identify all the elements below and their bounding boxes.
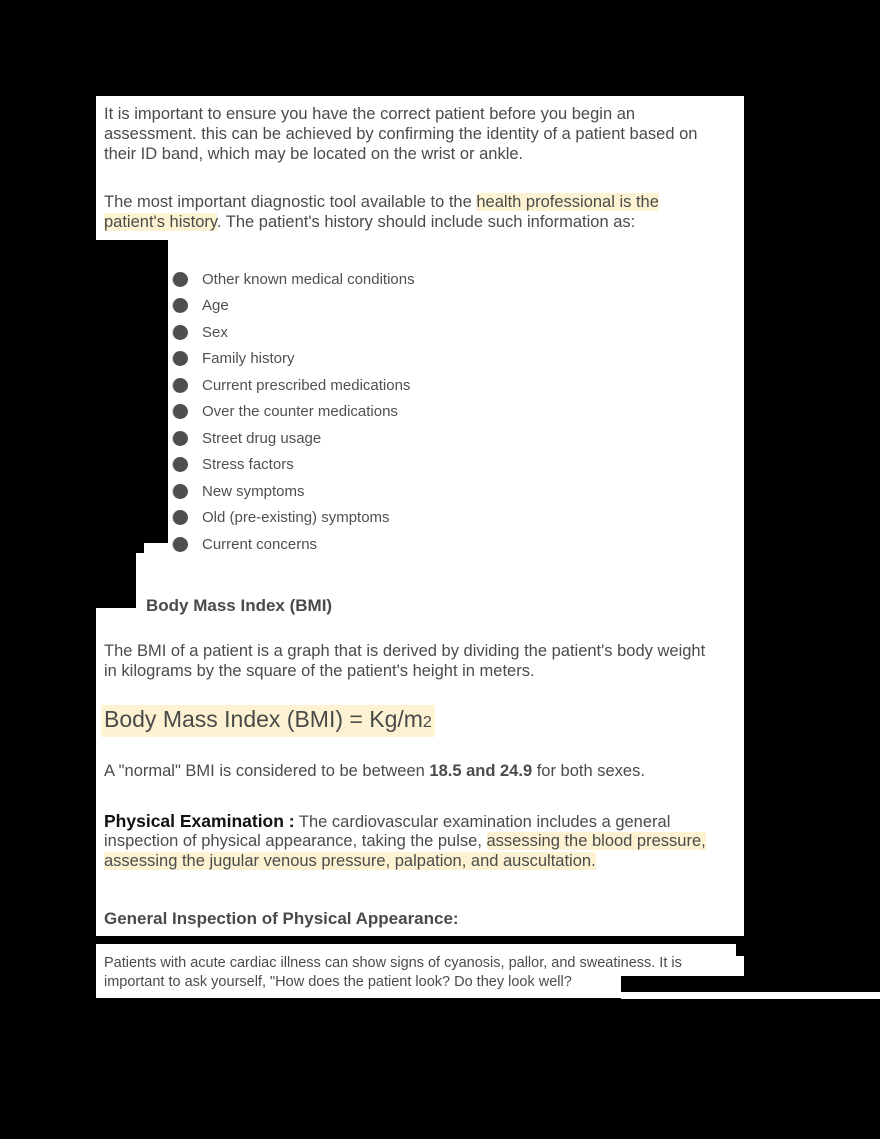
bullet-icon	[172, 537, 188, 552]
list-item-label: Sex	[202, 323, 228, 341]
bullet-icon	[172, 431, 188, 446]
physical-exam-highlight: assessing the blood pressure,	[486, 832, 706, 850]
physical-exam-text: The cardiovascular examination includes a general	[294, 813, 671, 831]
list-item-label: Other known medical conditions	[202, 270, 415, 288]
list-item-label: Stress factors	[202, 456, 294, 474]
history-text-2: . The patient's history should include such information as:	[216, 213, 636, 231]
list-item	[168, 266, 415, 293]
bullet-icon	[172, 378, 188, 393]
list-item	[168, 425, 415, 452]
physical-exam-line-2	[104, 831, 706, 851]
intro-line-3: their ID band, which may be located on the wrist or ankle.	[104, 145, 524, 163]
list-item-label: Family history	[202, 350, 295, 368]
bmi-heading: Body Mass Index (BMI)	[146, 596, 333, 615]
bmi-line-1: The BMI of a patient is a graph that is derived by dividing the patient's body weight	[104, 642, 706, 660]
inspection-line-1: Patients with acute cardiac illness can show signs of cyanosis, pallor, and sweatiness. It is	[104, 955, 682, 971]
history-line-2	[104, 212, 635, 232]
list-item	[168, 346, 415, 373]
list-item-label: Current concerns	[202, 535, 318, 553]
bullet-icon	[172, 484, 188, 499]
bullet-icon	[172, 351, 188, 366]
history-line-1	[104, 192, 659, 212]
bullet-icon	[172, 298, 188, 313]
history-text: The most important diagnostic tool available to the	[104, 193, 477, 211]
physical-exam-label: Physical Examination :	[104, 811, 295, 831]
inspection-line-2: important to ask yourself, "How does the patient look? Do they look well?	[104, 974, 572, 990]
list-item	[168, 478, 415, 505]
bmi-formula-text: Body Mass Index (BMI) = Kg/m	[104, 706, 423, 732]
intro-line-2: assessment. this can be achieved by confirming the identity of a patient based on	[104, 125, 698, 143]
list-item-label: Over the counter medications	[202, 403, 398, 421]
list-item	[168, 399, 415, 426]
bullet-icon	[172, 457, 188, 472]
list-item	[168, 372, 415, 399]
history-highlight: health professional is the	[476, 193, 659, 211]
physical-exam-line-1	[104, 811, 670, 832]
bullet-icon	[172, 272, 188, 287]
list-item	[168, 452, 415, 479]
list-item-label: Current prescribed medications	[202, 376, 411, 394]
bmi-formula-exponent: 2	[422, 714, 432, 731]
list-item	[168, 319, 415, 346]
bmi-formula	[101, 705, 435, 737]
normal-bmi-line	[104, 761, 645, 781]
intro-line-1: It is important to ensure you have the correct patient before you begin an	[104, 105, 636, 123]
bullet-icon	[172, 510, 188, 525]
physical-exam-line-3	[104, 851, 596, 871]
physical-exam-highlight-2: assessing the jugular venous pressure, palpation, and auscultation.	[104, 852, 596, 870]
bullet-icon	[172, 325, 188, 340]
list-item-label: New symptoms	[202, 482, 305, 500]
page-strip	[621, 992, 880, 999]
normal-bmi-suffix: for both sexes.	[532, 762, 645, 780]
list-item	[168, 505, 415, 532]
list-item-label: Old (pre-existing) symptoms	[202, 509, 390, 527]
bullet-icon	[172, 404, 188, 419]
history-highlight-2: patient's history	[104, 213, 217, 231]
physical-exam-text-2: inspection of physical appearance, taking the pulse,	[104, 832, 487, 850]
list-item-label: Street drug usage	[202, 429, 322, 447]
list-item	[168, 531, 415, 558]
normal-bmi-prefix: A "normal" BMI is considered to be between	[104, 762, 430, 780]
normal-bmi-range: 18.5 and 24.9	[429, 762, 533, 780]
list-item-label: Age	[202, 297, 229, 315]
list-item	[168, 293, 415, 320]
bmi-line-2: in kilograms by the square of the patient's height in meters.	[104, 662, 535, 680]
inspection-heading: General Inspection of Physical Appearance:	[104, 909, 459, 928]
history-items-list	[168, 266, 415, 558]
